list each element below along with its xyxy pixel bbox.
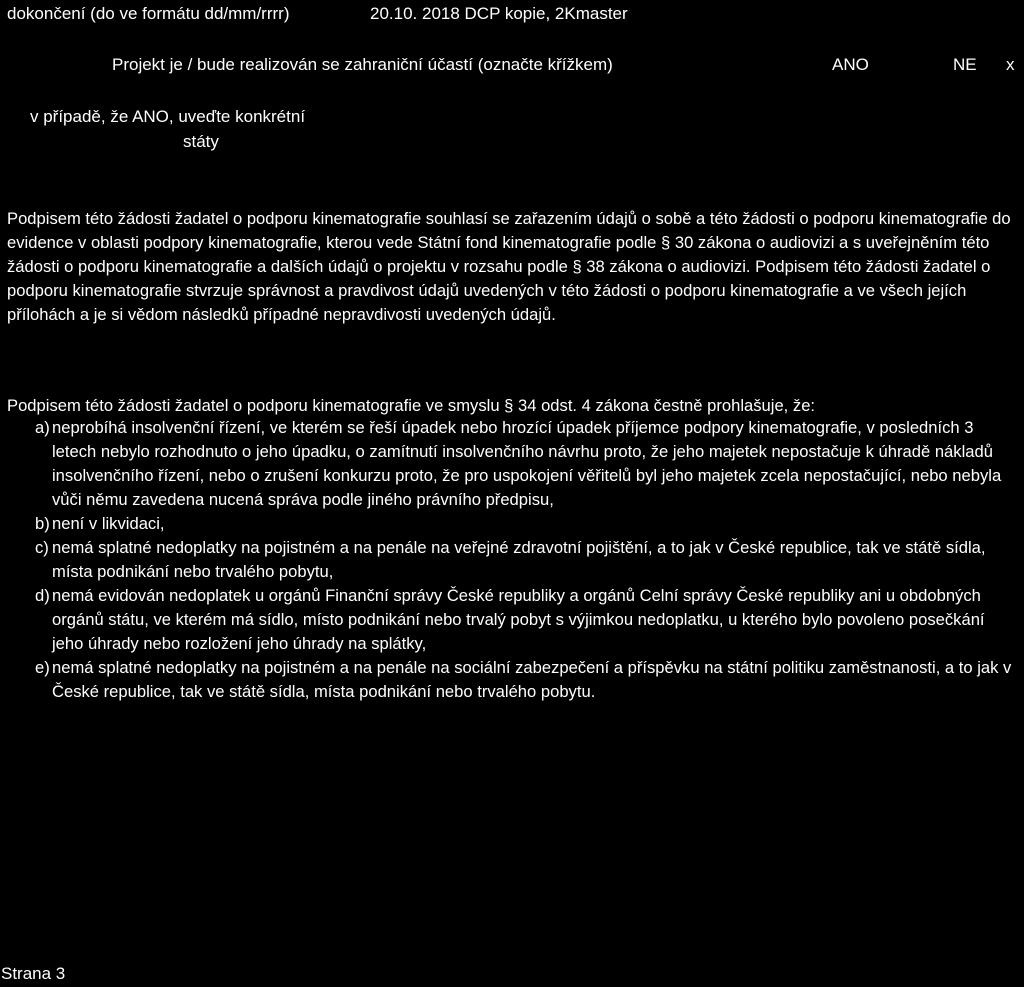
declaration-marker: b) bbox=[35, 514, 50, 533]
completion-date-label: dokončení (do ve formátu dd/mm/rrrr) bbox=[7, 4, 290, 23]
declaration-item-c bbox=[7, 536, 1019, 584]
foreign-participation-yes-option[interactable]: ANO bbox=[832, 55, 869, 74]
declaration-intro: Podpisem této žádosti žadatel o podporu kinematografie ve smyslu § 34 odst. 4 zákona čestně prohlašuje, že: bbox=[7, 396, 816, 415]
declaration-marker: a) bbox=[35, 418, 50, 437]
declaration-text: nemá splatné nedoplatky na pojistném a na penále na sociální zabezpečení a příspěvku na státní politiku zaměstnanosti, a to jak v České republice, tak ve státě sídla, místa podnikání nebo trvalého pobytu. bbox=[52, 658, 1012, 701]
countries-label-line2: státy bbox=[183, 132, 219, 151]
declaration-marker: c) bbox=[35, 538, 49, 557]
declaration-text: není v likvidaci, bbox=[52, 514, 165, 533]
declaration-item-a bbox=[7, 416, 1019, 512]
countries-label-line1: v případě, že ANO, uveďte konkrétní bbox=[30, 107, 306, 126]
declaration-item-b bbox=[7, 512, 1019, 536]
declaration-list bbox=[7, 416, 1019, 704]
declaration-text: nemá splatné nedoplatky na pojistném a na penále na veřejné zdravotní pojištění, a to jak v České republice, tak ve státě sídla, místa podnikání nebo trvalého pobytu, bbox=[52, 538, 986, 581]
completion-date-value: 20.10. 2018 DCP kopie, 2Kmaster bbox=[370, 4, 628, 23]
declaration-item-d bbox=[7, 584, 1019, 656]
declaration-item-e bbox=[7, 656, 1019, 704]
declaration-marker: d) bbox=[35, 586, 50, 605]
consent-paragraph-text: Podpisem této žádosti žadatel o podporu kinematografie souhlasí se zařazením údajů o sobě a této žádosti o podporu kinematografie do evidence v oblasti podpory kinematografie, kterou vede Státní fond kinematografie podle § 30 zákona o audiovizi a s uveřejněním této žádosti o podporu kinematografie a dalších údajů o projektu v rozsahu podle § 38 zákona o audiovizi. Podpisem této žádosti žadatel o podporu kinematografie stvrzuje správnost a pravdivost údajů uvedených v této žádosti o podporu kinematografie a ve všech jejích přílohách a je si vědom následků případné nepravdivosti uvedených údajů. bbox=[7, 209, 1011, 324]
foreign-participation-question: Projekt je / bude realizován se zahraniční účastí (označte křížkem) bbox=[112, 55, 613, 74]
declaration-text: nemá evidován nedoplatek u orgánů Finanční správy České republiky a orgánů Celní správy České republiky ani u obdobných orgánů státu, ve kterém má sídlo, místo podnikání nebo trvalý pobyt s výjimkou nedoplatku, u kterého bylo povoleno posečkání jeho úhrady nebo rozložení jeho úhrady na splátky, bbox=[52, 586, 985, 653]
consent-paragraph bbox=[7, 207, 1021, 327]
page-number: Strana 3 bbox=[1, 964, 66, 983]
foreign-participation-mark: x bbox=[1006, 55, 1015, 74]
declaration-marker: e) bbox=[35, 658, 50, 677]
foreign-participation-no-option[interactable]: NE bbox=[953, 55, 977, 74]
declaration-text: neprobíhá insolvenční řízení, ve kterém se řeší úpadek nebo hrozící úpadek příjemce podpory kinematografie, v posledních 3 letech nebylo rozhodnuto o jeho úpadku, o zamítnutí insolvenčního návrhu proto, že jeho majetek nepostačuje k úhradě nákladů insolvenčního řízení, nebo o zrušení konkurzu proto, že pro uspokojení věřitelů byl jeho majetek zcela nepostačující, nebo nebyla vůči němu zavedena nucená správa podle jiného právního předpisu, bbox=[52, 418, 1002, 509]
